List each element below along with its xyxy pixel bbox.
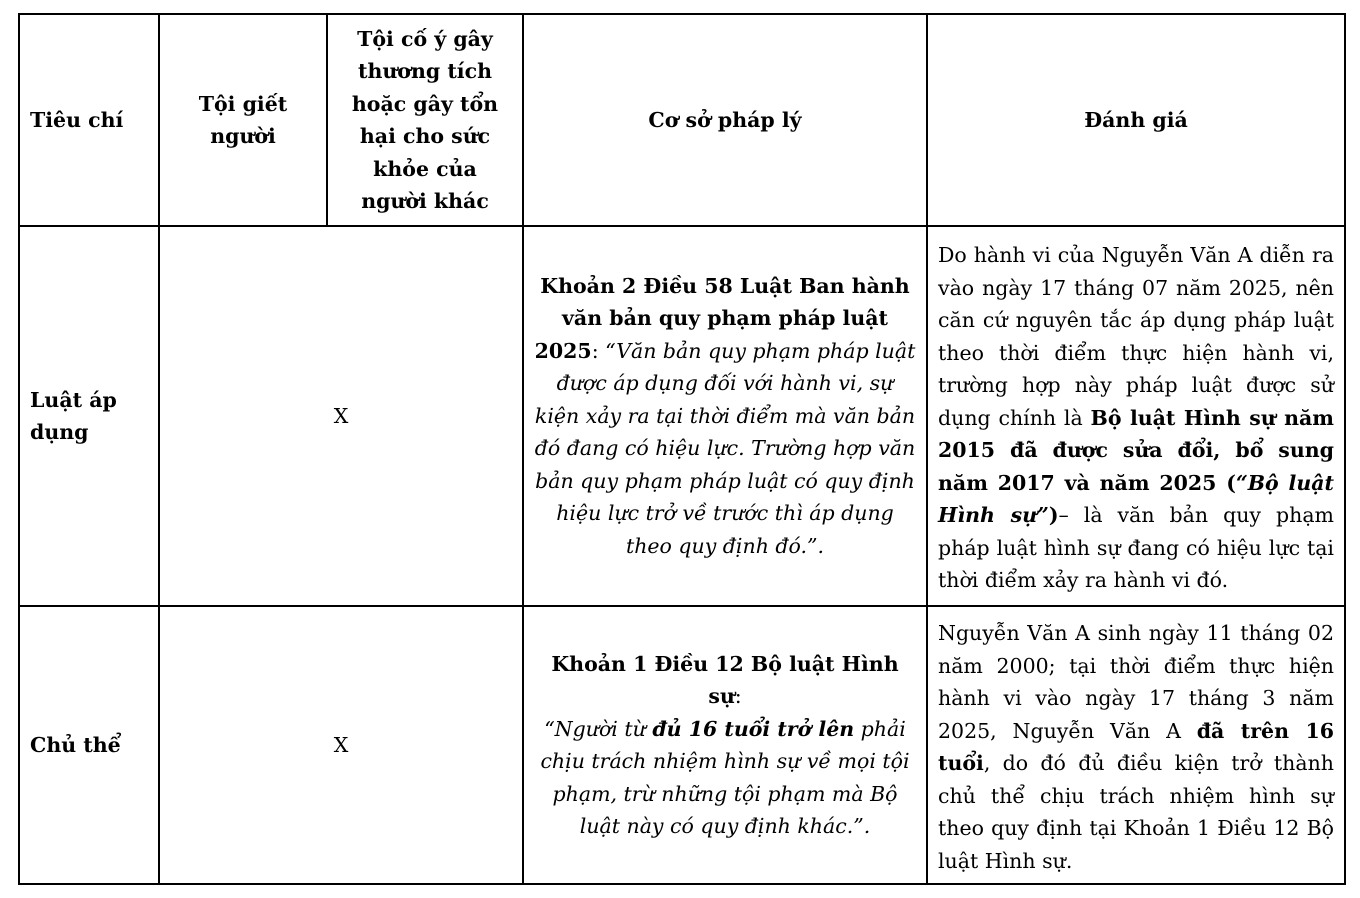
legal-colon: : (734, 684, 742, 708)
assessment-bold: đã trên 16 tuổi (938, 718, 1334, 775)
assessment-text: Nguyễn Văn A sinh ngày 11 tháng 02 năm 2000; tại thời điểm thực hiện hành vi vào ngày 17 tháng 3 năm 2025, Nguyễn Văn A (938, 621, 1334, 743)
assessment-text: Do hành vi của Nguyễn Văn A diễn ra vào ngày 17 tháng 07 năm 2025, nên căn cứ nguyên tắc áp dụng pháp luật theo thời điểm thực hiện hành vi, trường hợp này pháp luật được sử dụng chính là (938, 243, 1334, 430)
legal-quote-start: “Người từ (544, 716, 653, 741)
assessment-text-end: , do đó đủ điều kiện trở thành chủ thể chịu trách nhiệm hình sự theo quy định tại Khoản 1 Điều 12 Bộ luật Hình sự. (938, 751, 1334, 873)
header-legal-basis: Cơ sở pháp lý (523, 14, 927, 226)
comparison-table (18, 13, 1346, 885)
assessment-cell (927, 226, 1345, 606)
table-row (19, 226, 1345, 606)
assessment-bold-italic: “Bộ luật Hình sự” (938, 470, 1335, 528)
header-injury: Tội cố ý gây thương tích hoặc gây tổn hại cho sức khỏe của người khác (327, 14, 523, 226)
header-murder: Tội giết người (159, 14, 327, 226)
legal-reference: Khoản 1 Điều 12 Bộ luật Hình sự (551, 651, 899, 708)
criterion-cell: Luật áp dụng (19, 226, 159, 606)
assessment-bold-close: ) (1048, 503, 1059, 528)
legal-basis-cell (523, 606, 927, 884)
table-row (19, 606, 1345, 884)
legal-quote: “Văn bản quy phạm pháp luật được áp dụng đối với hành vi, sự kiện xảy ra tại thời điểm mà văn bản đó đang có hiệu lực. Trường hợp văn bản quy phạm pháp luật có quy định hiệu lực trở về trước thì áp dụng theo quy định đó.”. (534, 338, 916, 558)
table-header-row (19, 14, 1345, 226)
legal-basis-cell (523, 226, 927, 606)
header-criterion: Tiêu chí (19, 14, 159, 226)
applies-mark: X (159, 606, 523, 884)
assessment-bold: Bộ luật Hình sự năm 2015 đã được sửa đổi, bổ sung năm 2017 và năm 2025 ( (938, 405, 1334, 495)
legal-quote-bold: đủ 16 tuổi trở lên (652, 716, 855, 741)
criterion-cell: Chủ thể (19, 606, 159, 884)
header-assessment: Đánh giá (927, 14, 1345, 226)
legal-colon: : (591, 338, 606, 363)
legal-reference: Khoản 2 Điều 58 Luật Ban hành văn bản quy phạm pháp luật 2025 (534, 273, 910, 363)
legal-quote (540, 717, 909, 839)
applies-mark: X (159, 226, 523, 606)
legal-quote-end: phải chịu trách nhiệm hình sự về mọi tội phạm, trừ những tội phạm mà Bộ luật này có quy định khác.”. (540, 716, 910, 838)
assessment-cell (927, 606, 1345, 884)
assessment-text-end: – là văn bản quy phạm pháp luật hình sự đang có hiệu lực tại thời điểm xảy ra hành vi đó. (938, 503, 1334, 593)
